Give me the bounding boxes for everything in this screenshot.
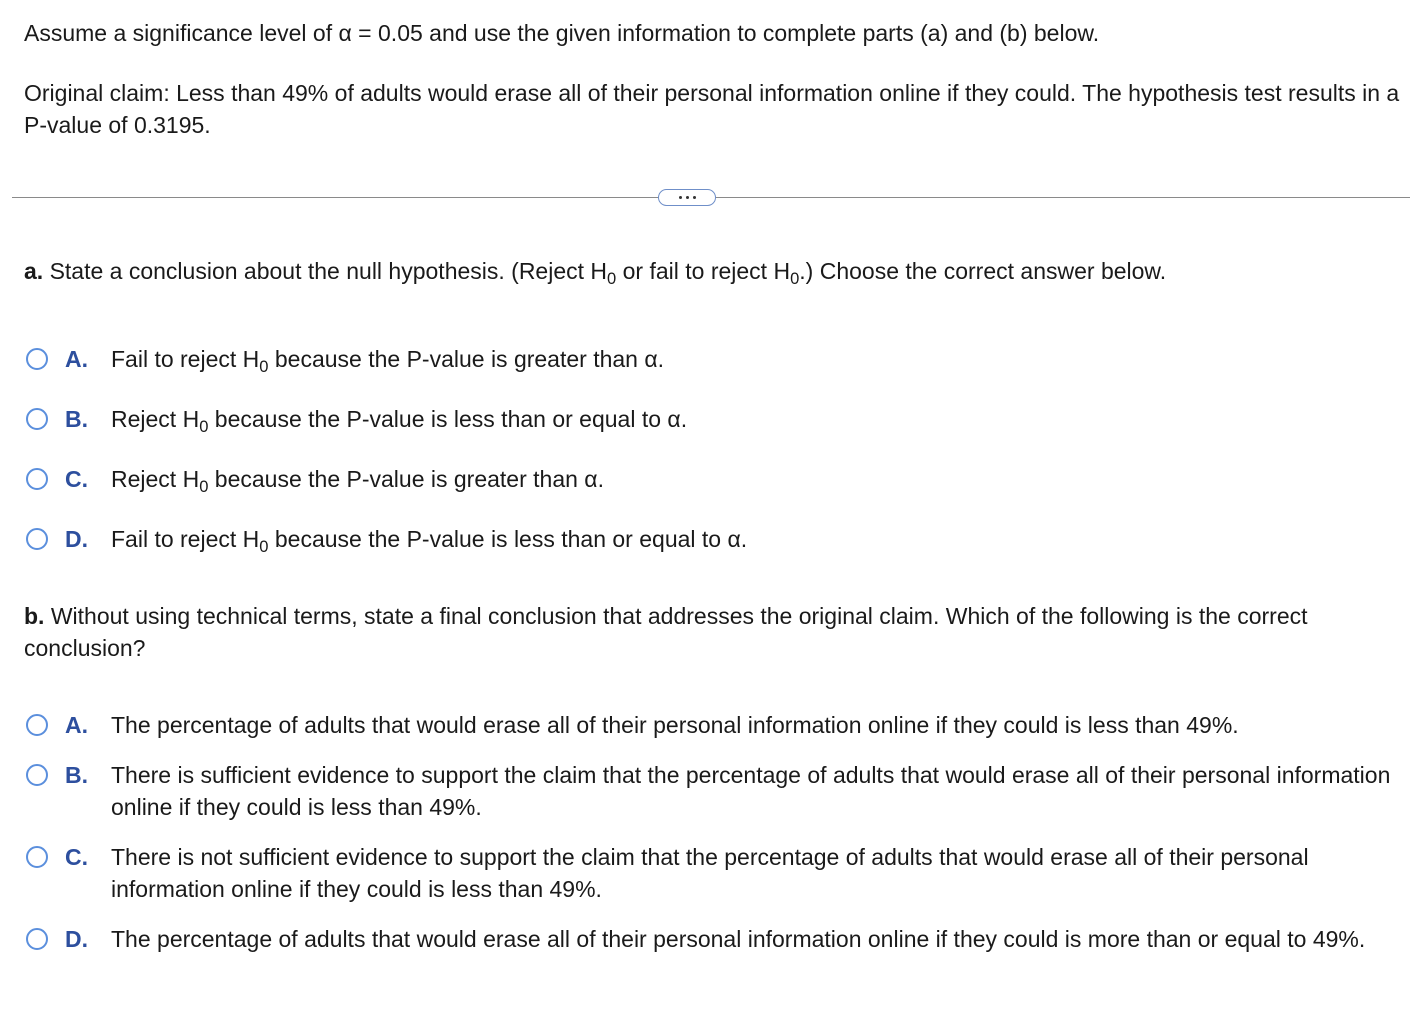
significance-instruction: Assume a significance level of α = 0.05 and use the given information to complete parts (a) and (b) below. xyxy=(24,20,1100,46)
radio-button[interactable] xyxy=(26,846,48,868)
part-b-options xyxy=(26,709,1401,1005)
radio-button[interactable] xyxy=(26,528,48,550)
radio-button[interactable] xyxy=(26,408,48,430)
original-claim: Original claim: Less than 49% of adults would erase all of their personal information online if they could. The hypothesis test results in a P-value of 0.3195. xyxy=(24,80,1400,138)
radio-button[interactable] xyxy=(26,348,48,370)
radio-button[interactable] xyxy=(26,468,48,490)
part-a-option-a[interactable]: A. Fail to reject $H_0$ because the P-value is greater than α. xyxy=(26,343,1401,403)
ellipsis-icon xyxy=(679,196,682,199)
radio-button[interactable] xyxy=(26,928,48,950)
part-a-question: a. State a conclusion about the null hypothesis. (Reject $H_0$ or fail to reject $H_0$.) Choose the correct answer below. xyxy=(24,258,1167,288)
part-a-option-c[interactable]: C. Reject $H_0$ because the P-value is greater than α. xyxy=(26,463,1401,523)
part-b-option-a[interactable]: A. The percentage of adults that would erase all of their personal information online if they could is less than 49%. xyxy=(26,709,1401,759)
part-b-option-b[interactable]: B. There is sufficient evidence to support the claim that the percentage of adults that would erase all of their personal information online if they could is less than 49%. xyxy=(26,759,1401,841)
part-b-option-c[interactable]: C. There is not sufficient evidence to support the claim that the percentage of adults that would erase all of their personal information online if they could is less than 49%. xyxy=(26,841,1401,923)
ellipsis-icon xyxy=(686,196,689,199)
radio-button[interactable] xyxy=(26,764,48,786)
part-a-option-b[interactable]: B. Reject $H_0$ because the P-value is less than or equal to α. xyxy=(26,403,1401,463)
ellipsis-icon xyxy=(693,196,696,199)
part-b-question: b. Without using technical terms, state a final conclusion that addresses the original claim. Which of the following is the correct conclusion? xyxy=(24,603,1308,661)
expand-more-button[interactable] xyxy=(658,189,716,206)
alpha-symbol: α xyxy=(338,20,352,46)
problem-intro xyxy=(24,17,1404,141)
part-a-options xyxy=(26,343,1401,583)
part-a-option-d[interactable]: D. Fail to reject $H_0$ because the P-value is less than or equal to α. xyxy=(26,523,1401,583)
radio-button[interactable] xyxy=(26,714,48,736)
part-b-option-d[interactable]: D. The percentage of adults that would erase all of their personal information online if they could is more than or equal to 49%. xyxy=(26,923,1401,1005)
